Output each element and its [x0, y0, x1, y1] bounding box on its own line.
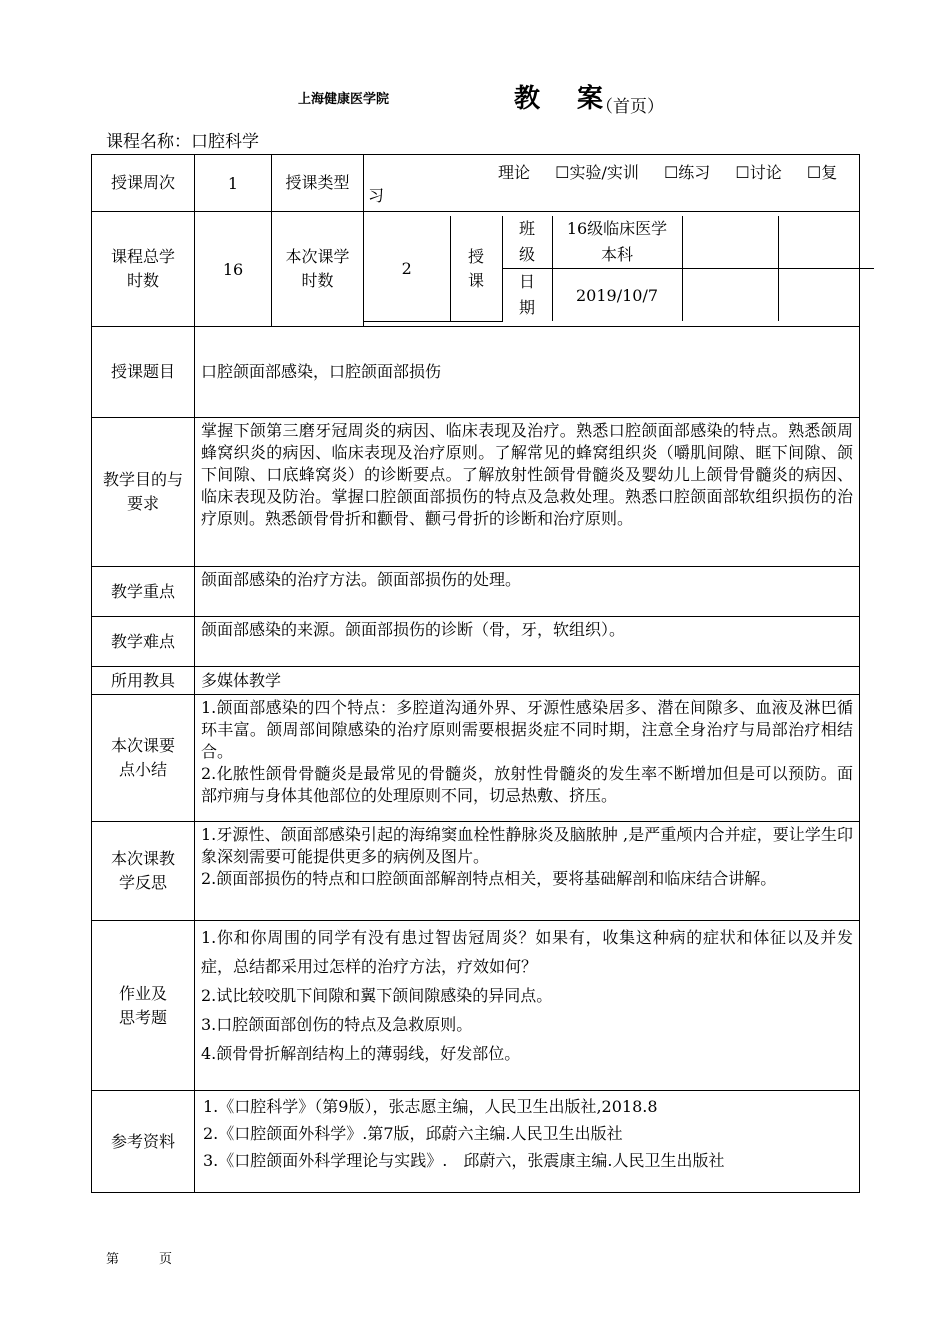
difficult-value: 颌面部感染的来源。颌面部损伤的诊断（骨，牙，软组织）。	[195, 617, 860, 667]
homework-value	[195, 921, 860, 1091]
row-week	[92, 155, 860, 212]
goals-value: 掌握下颌第三磨牙冠周炎的病因、临床表现及治疗。熟悉口腔颌面部感染的特点。熟悉颌周蜂窝织炎的病因、临床表现及治疗原则。了解常见的蜂窝组织炎（嚼肌间隙、眶下间隙、颌下间隙、口底蜂窝炎）的诊断要点。了解放射性颌骨骨髓炎及婴幼儿上颌骨骨髓炎的病因、临床表现及防治。掌握口腔颌面部损伤的特点及急救处理。熟悉口腔颌面部软组织损伤的治疗原则。熟悉颌骨骨折和颧骨、颧弓骨折的诊断和治疗原则。	[195, 418, 860, 567]
row-references	[92, 1091, 860, 1193]
page-suffix: 页	[159, 1252, 173, 1267]
row-topic	[92, 327, 860, 418]
row-key	[92, 567, 860, 617]
difficult-label: 教学难点	[92, 617, 195, 667]
total-hours-value: 16	[195, 212, 272, 327]
topic-label: 授课题目	[92, 327, 195, 418]
key-label: 教学重点	[92, 567, 195, 617]
session-hours-label: 本次课学时数	[272, 212, 364, 327]
empty-cell-2	[778, 216, 874, 269]
empty-cell-3	[682, 269, 778, 322]
row-difficult	[92, 617, 860, 667]
reflection-value	[195, 822, 860, 921]
homework-item: 2.试比较咬肌下间隙和翼下颌间隙感染的异同点。	[201, 986, 553, 1005]
week-label: 授课周次	[92, 155, 195, 212]
date-label: 日期	[502, 269, 552, 322]
reference-item: 1.《口腔科学》（第9版），张志愿主编，人民卫生出版社,2018.8	[203, 1097, 658, 1116]
summary-value	[195, 695, 860, 822]
empty-cell-1	[682, 216, 778, 269]
type-lab: ☐实验/实训	[555, 163, 639, 182]
week-value: 1	[195, 155, 272, 212]
row-tools	[92, 667, 860, 695]
lesson-plan-table	[91, 154, 860, 1193]
row-goals	[92, 418, 860, 567]
tools-label: 所用教具	[92, 667, 195, 695]
session-detail-cell	[364, 212, 860, 327]
type-options	[364, 155, 860, 212]
summary-label: 本次课要点小结	[92, 695, 195, 822]
reflection-label: 本次课教学反思	[92, 822, 195, 921]
page-prefix: 第	[106, 1252, 120, 1267]
type-review: ☐复习	[368, 163, 838, 205]
reference-label: 参考资料	[92, 1091, 195, 1193]
page-footer	[106, 1248, 172, 1267]
teach-label: 授课	[450, 216, 502, 321]
session-detail-table	[364, 216, 874, 322]
class-label: 班级	[502, 216, 552, 269]
tools-value: 多媒体教学	[195, 667, 860, 695]
class-value: 16级临床医学本科	[552, 216, 682, 269]
row-hours	[92, 212, 860, 327]
row-homework	[92, 921, 860, 1091]
homework-item: 3.口腔颌面部创伤的特点及急救原则。	[201, 1015, 473, 1034]
type-discussion: ☐讨论	[735, 163, 782, 182]
reference-item: 3.《口腔颌面外科学理论与实践》. 邱蔚六，张震康主编.人民卫生出版社	[203, 1151, 725, 1170]
key-value: 颌面部感染的治疗方法。颌面部损伤的处理。	[195, 567, 860, 617]
homework-label: 作业及思考题	[92, 921, 195, 1091]
summary-item: 1.颌面部感染的四个特点：多腔道沟通外界、牙源性感染居多、潜在间隙多、血液及淋巴循环丰富。颌周部间隙感染的治疗原则需要根据炎症不同时期，注意全身治疗与局部治疗相结合。	[201, 698, 854, 761]
date-value: 2019/10/7	[552, 269, 682, 322]
summary-item: 2.化脓性颌骨骨髓炎是最常见的骨髓炎，放射性骨髓炎的发生率不断增加但是可以预防。面部疖痈与身体其他部位的处理原则不同，切忌热敷、挤压。	[201, 764, 854, 805]
reference-item: 2.《口腔颌面外科学》.第7版，邱蔚六主编.人民卫生出版社	[203, 1124, 623, 1143]
type-label: 授课类型	[272, 155, 364, 212]
reflection-item: 2.颌面部损伤的特点和口腔颌面部解剖特点相关，要将基础解剖和临床结合讲解。	[201, 869, 777, 888]
row-summary	[92, 695, 860, 822]
course-name: 课程名称：口腔科学	[106, 132, 259, 152]
reflection-item: 1.牙源性、颌面部感染引起的海绵窦血栓性静脉炎及脑脓肿 ,是严重颅内合并症，要让学生印象深刻需要可能提供更多的病例及图片。	[201, 825, 854, 866]
type-practice: ☐练习	[663, 163, 711, 182]
homework-item: 1.你和你周围的同学有没有患过智齿冠周炎？如果有，收集这种病的症状和体征以及并发症，总结都采用过怎样的治疗方法，疗效如何？	[201, 928, 854, 976]
session-hours-value: 2	[364, 216, 450, 321]
reference-value	[195, 1091, 860, 1193]
document-subtitle: （首页）	[596, 97, 664, 117]
document-title: 教 案	[514, 84, 618, 114]
homework-item: 4.颌骨骨折解剖结构上的薄弱线，好发部位。	[201, 1044, 521, 1063]
empty-cell-4	[778, 269, 874, 322]
row-reflection	[92, 822, 860, 921]
total-hours-label: 课程总学时数	[92, 212, 195, 327]
goals-label: 教学目的与要求	[92, 418, 195, 567]
type-theory: 理论	[498, 163, 531, 182]
topic-value: 口腔颌面部感染，口腔颌面部损伤	[195, 327, 860, 418]
school-name: 上海健康医学院	[298, 92, 390, 107]
